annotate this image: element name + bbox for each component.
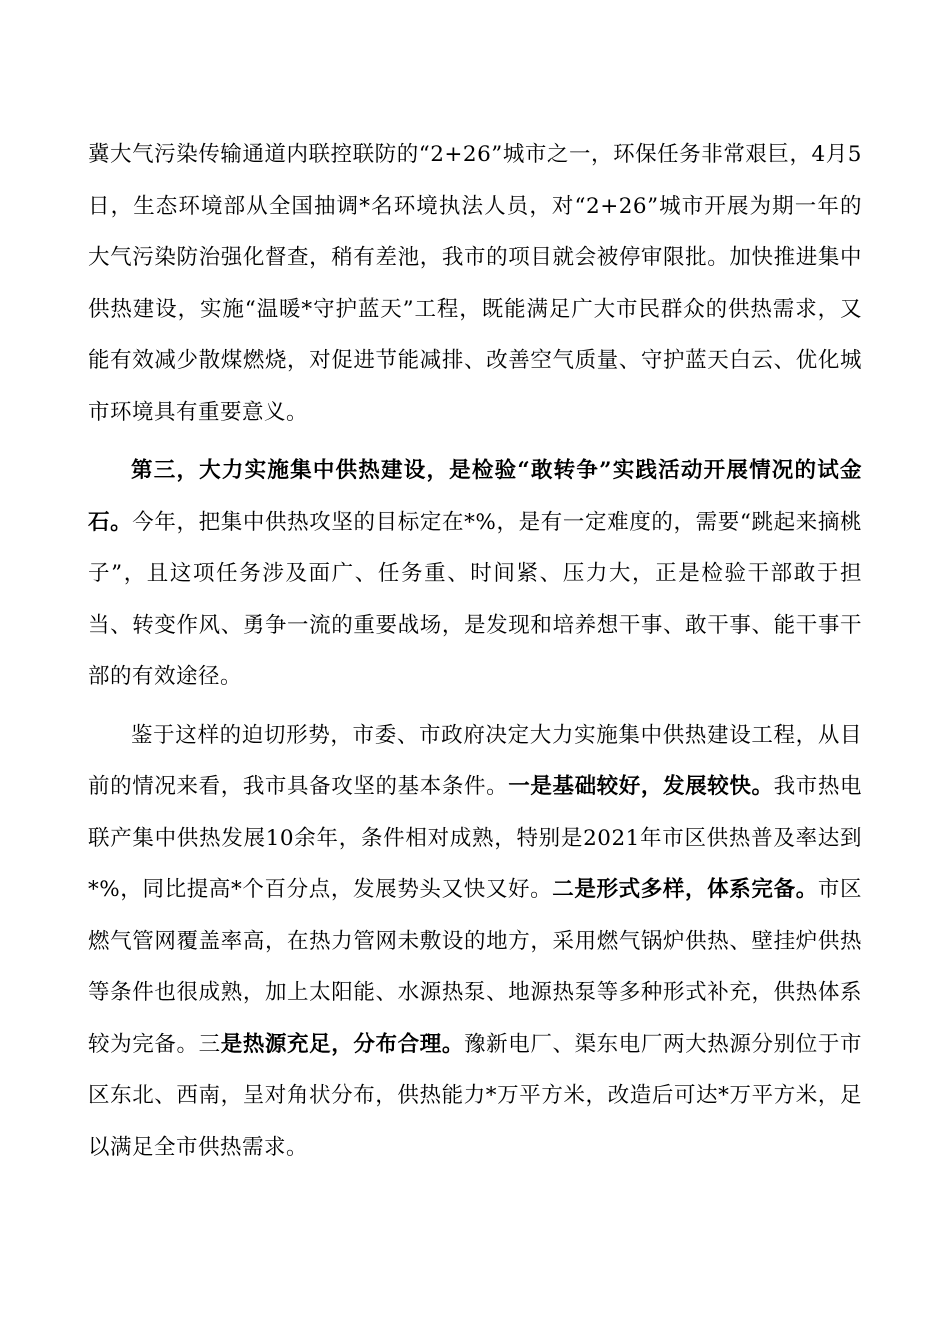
paragraph-1-run-1: 冀大气污染传输通道内联控联防的“2+26”城市之一，环保任务非常艰巨，4月5日，生态环境部从全国抽调*名环境执法人员，对“2+26”城市开展为期一年的大气污染防治强化督查，稍有差池，我市的项目就会被停审限批。加快推进集中供热建设，实施“温暖*守护蓝天”工程，既能满足广大市民群众的供热需求，又能有效减少散煤燃烧，对促进节能减排、改善空气质量、守护蓝天白云、优化城市环境具有重要意义。 [88,142,862,425]
paragraph-spacer [88,438,862,445]
paragraph-3-run-5: 市区燃气管网覆盖率高，在热力管网未敷设的地方，采用燃气锅炉供热、壁挂炉供热等条件也很成熟，加上太阳能、水源热泵、地源热泵等多种形式补充，供热体系较为完备。三 [88,877,862,1057]
paragraph-3-run-7: 豫新电厂、渠东电厂两大热源分别位于市区东北、西南，呈对角状分布，供热能力*万平方米，改造后可达*万平方米，足以满足全市供热需求。 [88,1031,862,1160]
paragraph-2-heading: 第三，大力实施集中供热建设，是检验“敢转争”实践活动开展情况的试金石。 [88,458,862,535]
paragraph-3-point-1: 一是基础较好，发展较快。 [508,774,774,799]
paragraph-1 [88,129,862,438]
paragraph-2 [88,445,862,703]
document-body [88,129,862,1173]
paragraph-3 [88,710,862,1174]
paragraph-3-run-3: 我市热电联产集中供热发展10余年，条件相对成熟，特别是2021年市区供热普及率达到*%，同比提高*个百分点，发展势头又快又好。 [88,774,862,902]
paragraph-3-point-2: 二是形式多样，体系完备。 [552,877,818,902]
paragraph-3-run-1: 鉴于这样的迫切形势，市委、市政府决定大力实施集中供热建设工程，从目前的情况来看，我市具备攻坚的基本条件。 [88,722,862,799]
paragraph-2-run-2: 今年，把集中供热攻坚的目标定在*%，是有一定难度的，需要“跳起来摘桃子”，且这项任务涉及面广、任务重、时间紧、压力大，正是检验干部敢于担当、转变作风、勇争一流的重要战场，是发现和培养想干事、敢干事、能干事干部的有效途径。 [88,509,862,689]
paragraph-3-point-3: 是热源充足，分布合理。 [220,1031,464,1057]
paragraph-spacer [88,703,862,710]
